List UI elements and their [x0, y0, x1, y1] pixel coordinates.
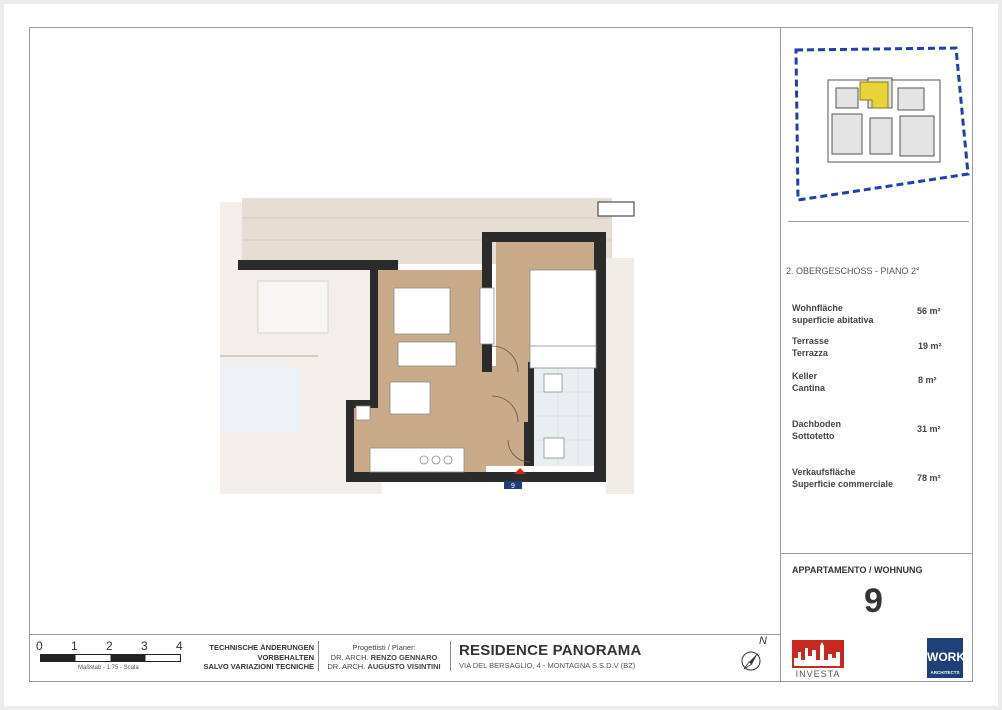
designers: Progettisti / Planer: DR. ARCH. RENZO GENNARO DR. ARCH. AUGUSTO VISINTINI — [327, 643, 441, 671]
north-label: N — [759, 635, 767, 647]
area-label-attic: Dachboden Sottotetto — [792, 419, 842, 441]
scale-bar — [40, 654, 182, 663]
info-panel-divider — [780, 27, 781, 682]
entrance-tag-label: 9 — [511, 483, 515, 490]
work-wordmark: WORK — [927, 650, 965, 664]
scale-tick-3: 3 — [141, 639, 148, 653]
investa-logo — [792, 640, 844, 680]
key-plan — [788, 42, 972, 206]
scale-tick-1: 1 — [71, 639, 78, 653]
area-label-cellar: Keller Cantina — [792, 371, 826, 393]
investa-skyline-icon — [792, 640, 844, 668]
footer-rule — [29, 634, 780, 635]
work-logo — [927, 638, 963, 678]
area-value-commercial: 78 m² — [917, 473, 941, 483]
area-label-commercial: Verkaufsfläche Superficie commerciale — [792, 467, 894, 489]
project-name: RESIDENCE PANORAMA — [459, 642, 642, 659]
panel-rule-apartment — [780, 553, 973, 554]
sofa — [394, 288, 450, 334]
area-label-living: Wohnfläche superficie abitativa — [792, 303, 874, 325]
north-arrow-icon — [740, 650, 762, 672]
area-value-terrace: 19 m² — [918, 341, 942, 351]
investa-wordmark: INVESTA — [795, 669, 841, 679]
area-value-living: 56 m² — [917, 306, 941, 316]
area-value-attic: 31 m² — [917, 424, 941, 434]
technical-notice: TECHNISCHE ÄNDERUNGEN VORBEHALTEN SALVO VARIAZIONI TECNICHE — [203, 643, 314, 671]
terrace-planter — [598, 202, 634, 216]
footer-separator-2 — [450, 641, 451, 671]
panel-rule-top — [788, 221, 969, 222]
scale-tick-4: 4 — [176, 639, 183, 653]
area-label-terrace: Terrasse Terrazza — [792, 336, 829, 358]
scale-tick-2: 2 — [106, 639, 113, 653]
footer-separator-1 — [318, 641, 319, 671]
apartment-number: 9 — [864, 582, 883, 620]
scale-tick-0: 0 — [36, 639, 43, 653]
scale-caption: Maßstab - 1:75 - Scala — [78, 665, 139, 671]
floor-plan — [218, 196, 638, 496]
project-address: VIA DEL BERSAGLIO, 4 - MONTAGNA S.S.D.V (BZ) — [459, 661, 636, 670]
area-value-cellar: 8 m² — [918, 375, 937, 385]
bed — [530, 270, 596, 352]
work-subtitle: ARCHITECTS — [930, 670, 960, 675]
floor-title: 2. OBERGESCHOSS - PIANO 2° — [786, 266, 920, 276]
apartment-title: APPARTAMENTO / WOHNUNG — [792, 565, 923, 575]
